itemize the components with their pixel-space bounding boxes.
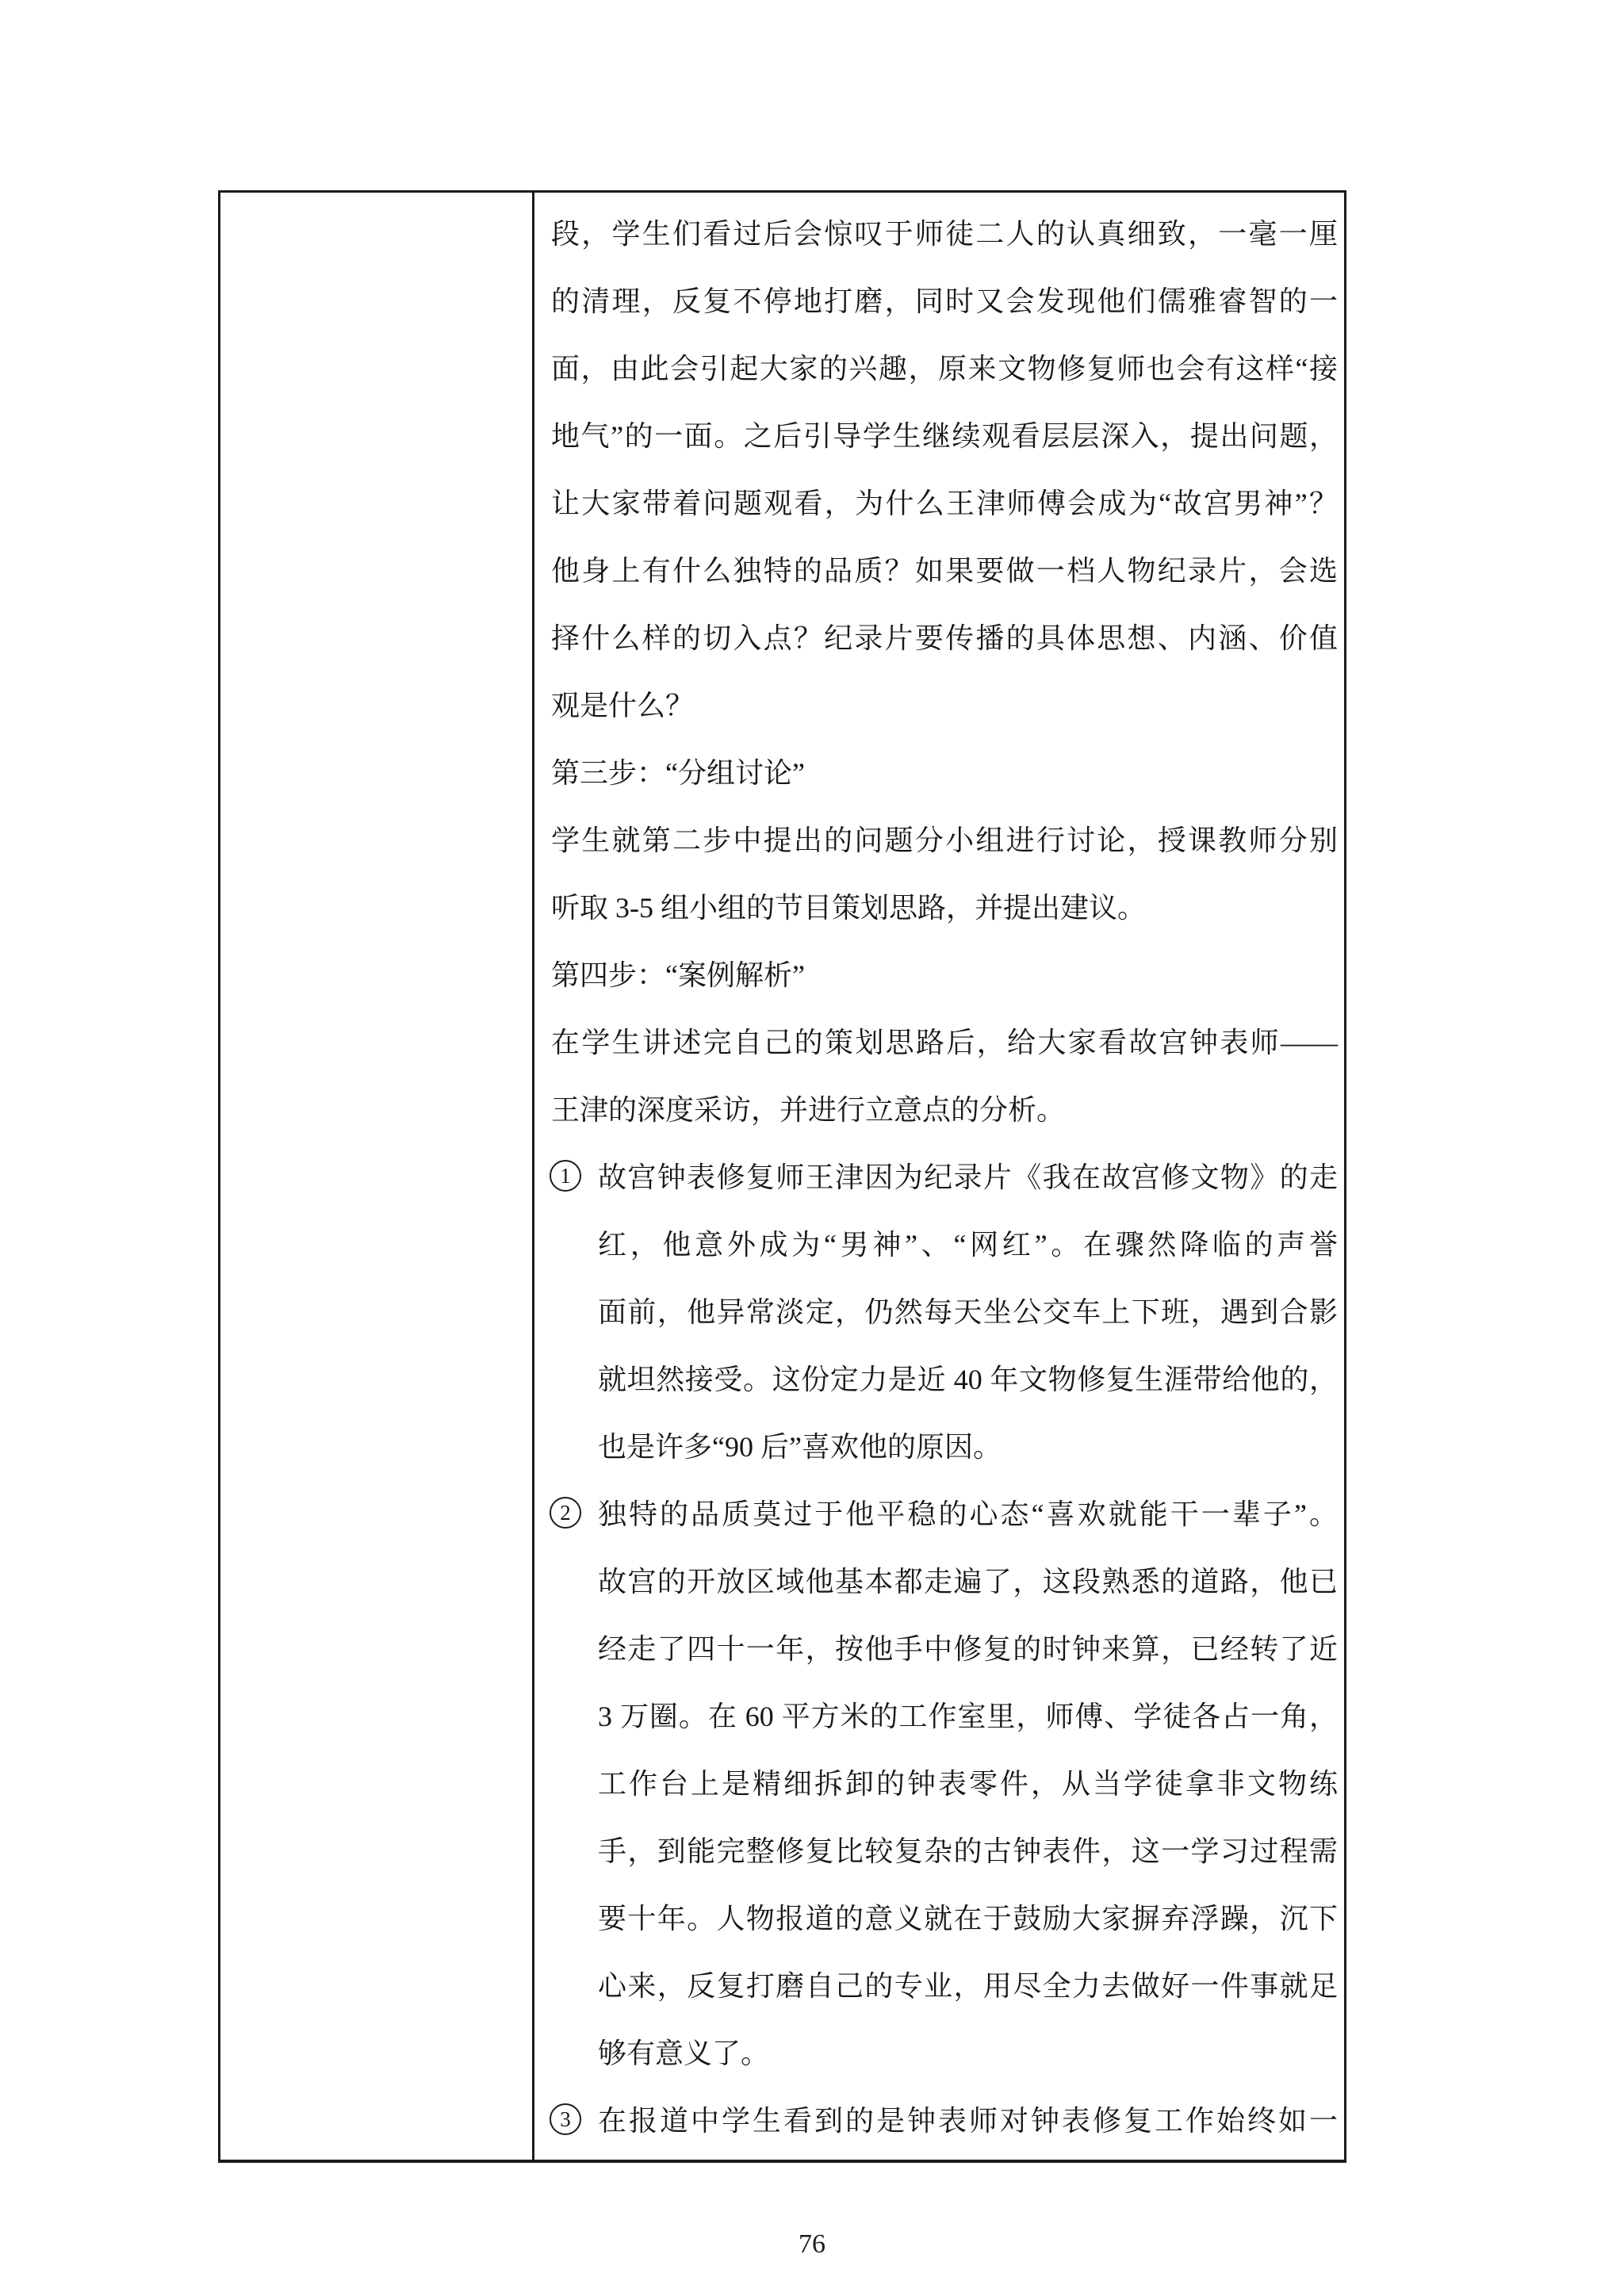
circled-number-marker: 3: [550, 2103, 581, 2135]
line-text: 面，由此会引起大家的兴趣，原来文物修复师也会有这样“接: [551, 353, 1338, 385]
line-text: 红，他意外成为“男神”、“网红”。在骤然降临的声誉: [598, 1229, 1338, 1261]
text-line: [551, 1751, 1338, 1818]
line-text: 故宫钟表修复师王津因为纪录片《我在故宫修文物》的走: [598, 1161, 1338, 1193]
line-text: 独特的品质莫过于他平稳的心态“喜欢就能干一辈子”。: [598, 1498, 1338, 1530]
circled-number-marker: 1: [550, 1160, 581, 1192]
line-text: 他身上有什么独特的品质？如果要做一档人物纪录片，会选: [551, 555, 1338, 587]
text-line: [551, 1414, 1338, 1481]
line-text: 3 万圈。在 60 平方米的工作室里，师傅、学徒各占一角，: [598, 1701, 1338, 1732]
line-text: 经走了四十一年，按他手中修复的时钟来算，已经转了近: [598, 1633, 1338, 1665]
line-text: 心来，反复打磨自己的专业，用尽全力去做好一件事就足: [598, 1970, 1338, 2002]
text-line: [551, 538, 1338, 605]
line-text: 就坦然接受。这份定力是近 40 年文物修复生涯带给他的，: [598, 1364, 1338, 1395]
numbered-item-line: [551, 2087, 1338, 2155]
line-text: 听取 3-5 组小组的节目策划思路，并提出建议。: [551, 892, 1146, 924]
text-line: [551, 470, 1338, 538]
text-line: [551, 1818, 1338, 1885]
lesson-plan-table: [218, 190, 1346, 2163]
text-line: [551, 403, 1338, 470]
line-text: 观是什么？: [551, 690, 695, 721]
line-text: 工作台上是精细拆卸的钟表零件，从当学徒拿非文物练: [598, 1768, 1338, 1800]
text-line: [551, 268, 1338, 335]
text-line: [551, 942, 1338, 1009]
text-line: [551, 1616, 1338, 1683]
line-text: 第三步：“分组讨论”: [551, 757, 805, 789]
text-line: [551, 335, 1338, 403]
text-line: [551, 1683, 1338, 1751]
text-line: [551, 874, 1338, 942]
text-line: [551, 1009, 1338, 1077]
text-line: [551, 1346, 1338, 1414]
line-text: 也是许多“90 后”喜欢他的原因。: [598, 1431, 1002, 1463]
table-cell-content: [534, 193, 1344, 2160]
line-text: 的清理，反复不停地打磨，同时又会发现他们儒雅睿智的一: [551, 285, 1338, 317]
table-cell-left-empty: [220, 193, 534, 2160]
line-text: 地气”的一面。之后引导学生继续观看层层深入，提出问题，: [551, 420, 1338, 452]
text-line: [551, 605, 1338, 672]
line-text: 第四步：“案例解析”: [551, 959, 805, 991]
numbered-item-line: [551, 1481, 1338, 1548]
circled-number-marker: 2: [550, 1497, 581, 1529]
line-text: 王津的深度采访，并进行立意点的分析。: [551, 1094, 1066, 1126]
line-text: 在报道中学生看到的是钟表师对钟表修复工作始终如一: [598, 2105, 1338, 2137]
text-line: [551, 807, 1338, 874]
numbered-item-line: [551, 1144, 1338, 1211]
text-line: [551, 2020, 1338, 2087]
line-text: 在学生讲述完自己的策划思路后，给大家看故宫钟表师——: [551, 1027, 1338, 1058]
line-text: 手，到能完整修复比较复杂的古钟表件，这一学习过程需: [598, 1835, 1338, 1867]
text-line: [551, 1953, 1338, 2020]
line-text: 段，学生们看过后会惊叹于师徒二人的认真细致，一毫一厘: [551, 218, 1338, 250]
line-text: 让大家带着问题观看，为什么王津师傅会成为“故宫男神”？: [551, 488, 1338, 519]
line-text: 学生就第二步中提出的问题分小组进行讨论，授课教师分别: [551, 825, 1338, 856]
text-line: [551, 1548, 1338, 1616]
page-number: 76: [799, 2229, 825, 2259]
text-line: [551, 1279, 1338, 1346]
line-text: 要十年。人物报道的意义就在于鼓励大家摒弃浮躁，沉下: [598, 1903, 1338, 1934]
line-text: 择什么样的切入点？纪录片要传播的具体思想、内涵、价值: [551, 622, 1338, 654]
text-line: [551, 201, 1338, 268]
text-line: [551, 672, 1338, 740]
text-line: [551, 1077, 1338, 1144]
text-line: [551, 1211, 1338, 1279]
line-text: 故宫的开放区域他基本都走遍了，这段熟悉的道路，他已: [598, 1566, 1338, 1598]
line-text: 面前，他异常淡定，仍然每天坐公交车上下班，遇到合影: [598, 1296, 1338, 1328]
line-text: 够有意义了。: [598, 2038, 770, 2069]
text-line: [551, 1885, 1338, 1953]
text-line: [551, 740, 1338, 807]
